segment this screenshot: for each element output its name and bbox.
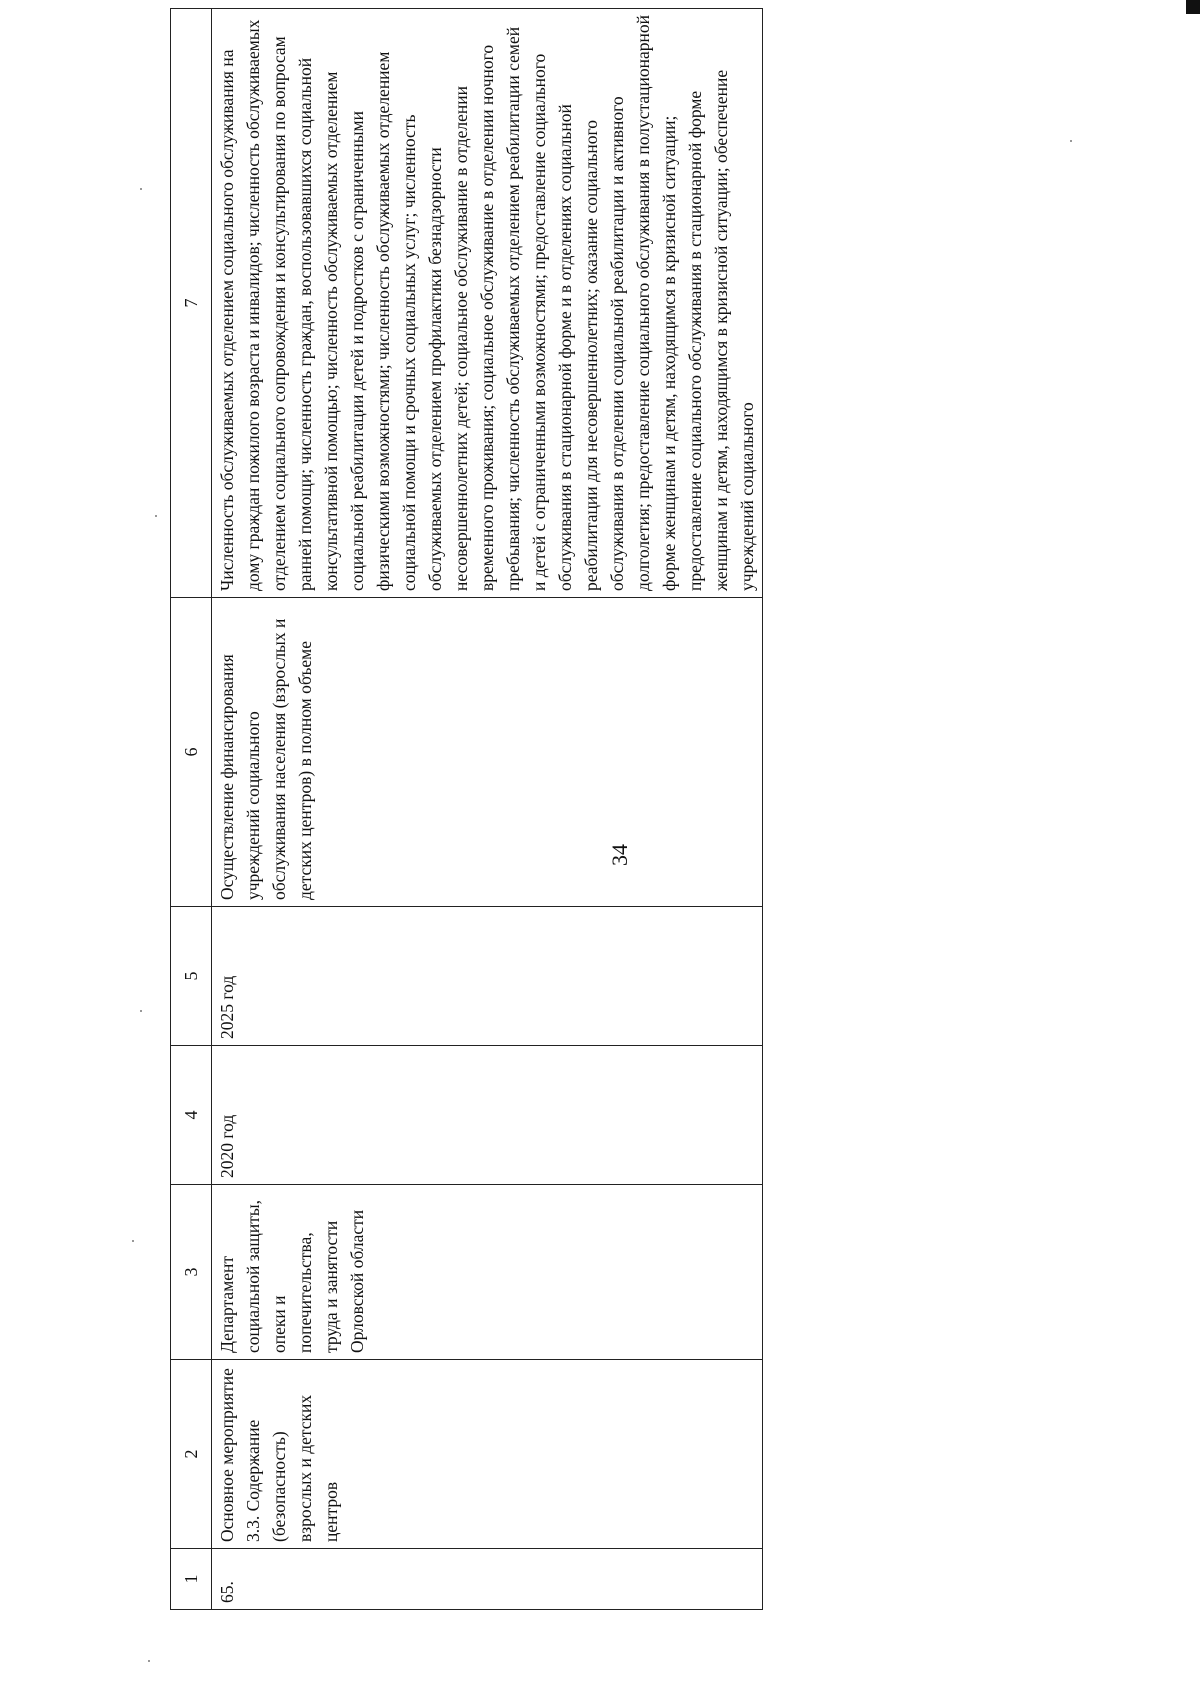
executor-cell: Департамент социальной защиты, опеки и попечительства, труда и занятости Орловской области bbox=[212, 1185, 763, 1360]
header-col-3: 3 bbox=[171, 1185, 212, 1360]
scan-speck bbox=[140, 188, 142, 190]
header-col-2: 2 bbox=[171, 1360, 212, 1549]
scan-speck bbox=[1070, 140, 1072, 142]
header-col-6: 6 bbox=[171, 598, 212, 907]
scan-speck bbox=[148, 1660, 150, 1662]
scan-corner-mark bbox=[1186, 0, 1200, 14]
scan-speck bbox=[155, 515, 157, 517]
rotation-frame bbox=[170, 15, 757, 1610]
header-col-4: 4 bbox=[171, 1046, 212, 1185]
table-header-row bbox=[171, 9, 212, 1610]
program-table bbox=[170, 8, 763, 1610]
row-number-cell: 65. bbox=[212, 1549, 763, 1610]
rotated-table-container bbox=[170, 15, 757, 1610]
end-year-cell: 2025 год bbox=[212, 907, 763, 1046]
scan-speck bbox=[132, 1240, 134, 1242]
event-name-cell: Основное мероприятие 3.3. Содержание (безопасность) взрослых и детских центров bbox=[212, 1360, 763, 1549]
indicators-cell: Численность обслуживаемых отделением социального обслуживания на дому граждан пожилого возраста и инвалидов; численность обслуживаемых отделением социального сопровождения и консультирования по вопросам ранней помощи; численность граждан, воспользовавшихся социальной консультативной помощью; численность обслуживаемых отделением социальной реабилитации детей и подростков с ограниченными физическими возможностями; численность обслуживаемых отделением социальной помощи и срочных социальных услуг; численность обслуживаемых отделением профилактики безнадзорности несовершеннолетних детей; социальное обслуживание в отделении временного проживания; социальное обслуживание в отделении ночного пребывания; численность обслуживаемых отделением реабилитации семей и детей с ограниченными возможностями; предоставление социального обслуживания в стационарной форме и в отделениях социальной реабилитации для несовершеннолетних; оказание социального обслуживания в отделении социальной реабилитации и активного долголетия; предоставление социального обслуживания в полустационарной форме женщинам и детям, находящимся в кризисной ситуации; предоставление социального обслуживания в стационарной форме женщинам и детям, находящимся в кризисной ситуации; обеспечение учреждений социального bbox=[212, 9, 763, 598]
header-col-5: 5 bbox=[171, 907, 212, 1046]
page-number: 34 bbox=[607, 844, 632, 866]
scan-speck bbox=[140, 1010, 142, 1012]
expected-result-cell: Осуществление финансирования учреждений социального обслуживания населения (взрослых и детских центров) в полном объеме bbox=[212, 598, 763, 907]
start-year-cell: 2020 год bbox=[212, 1046, 763, 1185]
header-col-7: 7 bbox=[171, 9, 212, 598]
header-col-1: 1 bbox=[171, 1549, 212, 1610]
table-row bbox=[212, 9, 763, 1610]
